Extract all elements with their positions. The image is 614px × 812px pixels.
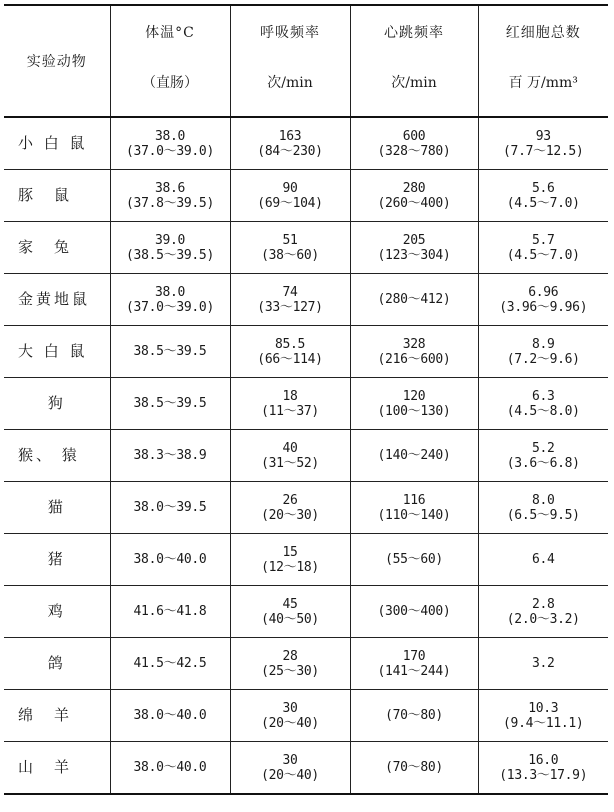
table-row bbox=[4, 117, 608, 170]
respiration-cell bbox=[230, 326, 350, 378]
rbc-cell bbox=[478, 170, 608, 222]
table-row bbox=[4, 274, 608, 326]
cell-value: 328 bbox=[402, 336, 426, 352]
rbc-cell bbox=[478, 274, 608, 326]
cell-value: 38.6 bbox=[154, 180, 186, 196]
animal-name-cell: 家 兔 bbox=[4, 222, 110, 274]
cell-value: (280～412) bbox=[377, 292, 451, 307]
animal-name-cell: 狗 bbox=[4, 378, 110, 430]
rbc-cell bbox=[478, 378, 608, 430]
cell-range: (328～780) bbox=[377, 143, 451, 159]
respiration-cell bbox=[230, 742, 350, 795]
cell-range: (66～114) bbox=[257, 351, 323, 367]
table-row bbox=[4, 742, 608, 795]
header-respiration bbox=[230, 5, 350, 117]
table-row bbox=[4, 690, 608, 742]
table-row bbox=[4, 326, 608, 378]
header-temperature-title: 体温°C bbox=[145, 25, 195, 41]
cell-range: (31～52) bbox=[261, 455, 319, 471]
rbc-cell bbox=[478, 534, 608, 586]
heart-rate-cell bbox=[350, 274, 478, 326]
cell-range: (38～60) bbox=[261, 247, 319, 263]
respiration-cell bbox=[230, 274, 350, 326]
cell-range: (69～104) bbox=[257, 195, 323, 211]
heart-rate-cell bbox=[350, 222, 478, 274]
header-animal bbox=[4, 5, 110, 117]
respiration-cell bbox=[230, 482, 350, 534]
respiration-cell bbox=[230, 690, 350, 742]
table-body bbox=[4, 117, 608, 794]
temperature-cell bbox=[110, 378, 230, 430]
cell-value: 120 bbox=[402, 388, 426, 404]
header-temperature bbox=[110, 5, 230, 117]
cell-value: 600 bbox=[402, 128, 426, 144]
temperature-cell bbox=[110, 586, 230, 638]
respiration-cell bbox=[230, 222, 350, 274]
animal-physiology-table bbox=[4, 4, 608, 795]
header-rbc-title: 红细胞总数 bbox=[505, 25, 581, 41]
rbc-cell bbox=[478, 430, 608, 482]
cell-range: (216～600) bbox=[377, 351, 451, 367]
rbc-cell bbox=[478, 326, 608, 378]
rbc-cell bbox=[478, 742, 608, 795]
respiration-cell bbox=[230, 638, 350, 690]
heart-rate-cell bbox=[350, 430, 478, 482]
cell-range: (20～30) bbox=[261, 507, 319, 523]
cell-value: 41.6～41.8 bbox=[133, 604, 207, 619]
header-animal-label: 实验动物 bbox=[26, 54, 87, 70]
animal-name-cell: 小 白 鼠 bbox=[4, 117, 110, 170]
animal-name-cell: 山 羊 bbox=[4, 742, 110, 795]
cell-value: 8.9 bbox=[531, 336, 555, 352]
cell-range: (110～140) bbox=[377, 507, 451, 523]
header-rbc-unit: 百 万/mm³ bbox=[508, 75, 578, 91]
cell-value: 38.0～39.5 bbox=[133, 500, 207, 515]
cell-value: 116 bbox=[402, 492, 426, 508]
heart-rate-cell bbox=[350, 117, 478, 170]
cell-value: 41.5～42.5 bbox=[133, 656, 207, 671]
cell-range: (6.5～9.5) bbox=[506, 507, 580, 523]
cell-range: (4.5～7.0) bbox=[506, 195, 580, 211]
cell-value: 3.2 bbox=[531, 656, 555, 671]
cell-range: (37.8～39.5) bbox=[126, 195, 214, 211]
table-row bbox=[4, 586, 608, 638]
cell-value: 18 bbox=[282, 388, 298, 404]
cell-value: 38.3～38.9 bbox=[133, 448, 207, 463]
cell-range: (37.0～39.0) bbox=[126, 143, 214, 159]
cell-range: (37.0～39.0) bbox=[126, 299, 214, 315]
cell-value: (140～240) bbox=[377, 448, 451, 463]
table-row bbox=[4, 430, 608, 482]
temperature-cell bbox=[110, 482, 230, 534]
table-row bbox=[4, 222, 608, 274]
cell-range: (20～40) bbox=[261, 715, 319, 731]
temperature-cell bbox=[110, 326, 230, 378]
heart-rate-cell bbox=[350, 482, 478, 534]
header-rbc bbox=[478, 5, 608, 117]
cell-value: 280 bbox=[402, 180, 426, 196]
table-row bbox=[4, 378, 608, 430]
cell-value: 5.2 bbox=[531, 440, 555, 456]
cell-value: 51 bbox=[282, 232, 298, 248]
cell-range: (40～50) bbox=[261, 611, 319, 627]
header-heart-rate bbox=[350, 5, 478, 117]
cell-range: (11～37) bbox=[261, 403, 319, 419]
respiration-cell bbox=[230, 534, 350, 586]
cell-value: 6.96 bbox=[528, 284, 559, 300]
animal-name-cell: 金黄地鼠 bbox=[4, 274, 110, 326]
cell-range: (33～127) bbox=[257, 299, 323, 315]
temperature-cell bbox=[110, 222, 230, 274]
cell-value: 38.5～39.5 bbox=[133, 344, 207, 359]
cell-value: 170 bbox=[402, 648, 426, 664]
header-row bbox=[4, 5, 608, 117]
animal-name-cell: 猫 bbox=[4, 482, 110, 534]
rbc-cell bbox=[478, 482, 608, 534]
respiration-cell bbox=[230, 430, 350, 482]
respiration-cell bbox=[230, 586, 350, 638]
cell-value: 38.0 bbox=[154, 284, 186, 300]
cell-value: 90 bbox=[282, 180, 298, 196]
cell-range: (13.3～17.9) bbox=[499, 767, 588, 783]
temperature-cell bbox=[110, 170, 230, 222]
cell-value: 8.0 bbox=[531, 492, 555, 508]
animal-name-cell: 鸡 bbox=[4, 586, 110, 638]
heart-rate-cell bbox=[350, 170, 478, 222]
animal-name-cell: 大 白 鼠 bbox=[4, 326, 110, 378]
cell-value: 5.6 bbox=[531, 180, 555, 196]
header-respiration-unit: 次/min bbox=[267, 75, 313, 91]
cell-value: 45 bbox=[282, 596, 298, 612]
cell-value: 2.8 bbox=[531, 596, 555, 612]
cell-range: (260～400) bbox=[377, 195, 451, 211]
cell-range: (2.0～3.2) bbox=[506, 611, 580, 627]
cell-value: 93 bbox=[535, 128, 551, 144]
cell-range: (3.96～9.96) bbox=[499, 299, 588, 315]
cell-range: (7.2～9.6) bbox=[506, 351, 580, 367]
cell-value: (300～400) bbox=[377, 604, 451, 619]
cell-value: 38.0～40.0 bbox=[133, 760, 207, 775]
cell-value: 38.0 bbox=[154, 128, 186, 144]
cell-range: (84～230) bbox=[257, 143, 323, 159]
respiration-cell bbox=[230, 117, 350, 170]
header-respiration-title: 呼吸频率 bbox=[260, 25, 320, 41]
cell-value: 38.0～40.0 bbox=[133, 552, 207, 567]
cell-value: 40 bbox=[282, 440, 298, 456]
heart-rate-cell bbox=[350, 326, 478, 378]
table-row bbox=[4, 638, 608, 690]
animal-name-cell: 猪 bbox=[4, 534, 110, 586]
temperature-cell bbox=[110, 430, 230, 482]
temperature-cell bbox=[110, 534, 230, 586]
heart-rate-cell bbox=[350, 586, 478, 638]
cell-range: (100～130) bbox=[377, 403, 451, 419]
temperature-cell bbox=[110, 690, 230, 742]
cell-value: 16.0 bbox=[528, 752, 559, 768]
cell-range: (7.7～12.5) bbox=[503, 143, 584, 159]
cell-range: (20～40) bbox=[261, 767, 319, 783]
animal-name-cell: 豚 鼠 bbox=[4, 170, 110, 222]
header-temperature-unit: （直肠） bbox=[142, 75, 198, 91]
heart-rate-cell bbox=[350, 690, 478, 742]
heart-rate-cell bbox=[350, 534, 478, 586]
table-row bbox=[4, 482, 608, 534]
cell-value: 15 bbox=[282, 544, 298, 560]
animal-name-cell: 猴、 猿 bbox=[4, 430, 110, 482]
cell-range: (4.5～7.0) bbox=[506, 247, 580, 263]
temperature-cell bbox=[110, 742, 230, 795]
header-heart-rate-title: 心跳频率 bbox=[384, 25, 444, 41]
table-row bbox=[4, 534, 608, 586]
temperature-cell bbox=[110, 638, 230, 690]
rbc-cell bbox=[478, 586, 608, 638]
respiration-cell bbox=[230, 170, 350, 222]
cell-value: 30 bbox=[282, 752, 298, 768]
cell-value: (70～80) bbox=[385, 708, 443, 723]
cell-value: 26 bbox=[282, 492, 298, 508]
cell-value: 5.7 bbox=[531, 232, 555, 248]
cell-value: 38.5～39.5 bbox=[133, 396, 207, 411]
cell-range: (9.4～11.1) bbox=[503, 715, 584, 731]
cell-value: (70～80) bbox=[385, 760, 443, 775]
cell-value: 39.0 bbox=[154, 232, 186, 248]
cell-value: 38.0～40.0 bbox=[133, 708, 207, 723]
temperature-cell bbox=[110, 117, 230, 170]
heart-rate-cell bbox=[350, 378, 478, 430]
cell-range: (4.5～8.0) bbox=[506, 403, 580, 419]
animal-name-cell: 绵 羊 bbox=[4, 690, 110, 742]
cell-range: (3.6～6.8) bbox=[506, 455, 580, 471]
cell-value: (55～60) bbox=[385, 552, 443, 567]
animal-name-cell: 鸽 bbox=[4, 638, 110, 690]
table-row bbox=[4, 170, 608, 222]
header-heart-rate-unit: 次/min bbox=[391, 75, 437, 91]
rbc-cell bbox=[478, 117, 608, 170]
cell-value: 74 bbox=[282, 284, 298, 300]
rbc-cell bbox=[478, 638, 608, 690]
rbc-cell bbox=[478, 222, 608, 274]
cell-value: 10.3 bbox=[528, 700, 559, 716]
respiration-cell bbox=[230, 378, 350, 430]
cell-range: (25～30) bbox=[261, 663, 319, 679]
cell-value: 163 bbox=[278, 128, 302, 144]
cell-range: (38.5～39.5) bbox=[126, 247, 214, 263]
cell-range: (141～244) bbox=[377, 663, 451, 679]
cell-value: 6.4 bbox=[531, 552, 555, 567]
rbc-cell bbox=[478, 690, 608, 742]
cell-range: (123～304) bbox=[377, 247, 451, 263]
cell-value: 30 bbox=[282, 700, 298, 716]
cell-value: 85.5 bbox=[274, 336, 306, 352]
heart-rate-cell bbox=[350, 742, 478, 795]
cell-range: (12～18) bbox=[261, 559, 319, 575]
temperature-cell bbox=[110, 274, 230, 326]
cell-value: 205 bbox=[402, 232, 426, 248]
cell-value: 6.3 bbox=[531, 388, 555, 404]
cell-value: 28 bbox=[282, 648, 298, 664]
heart-rate-cell bbox=[350, 638, 478, 690]
